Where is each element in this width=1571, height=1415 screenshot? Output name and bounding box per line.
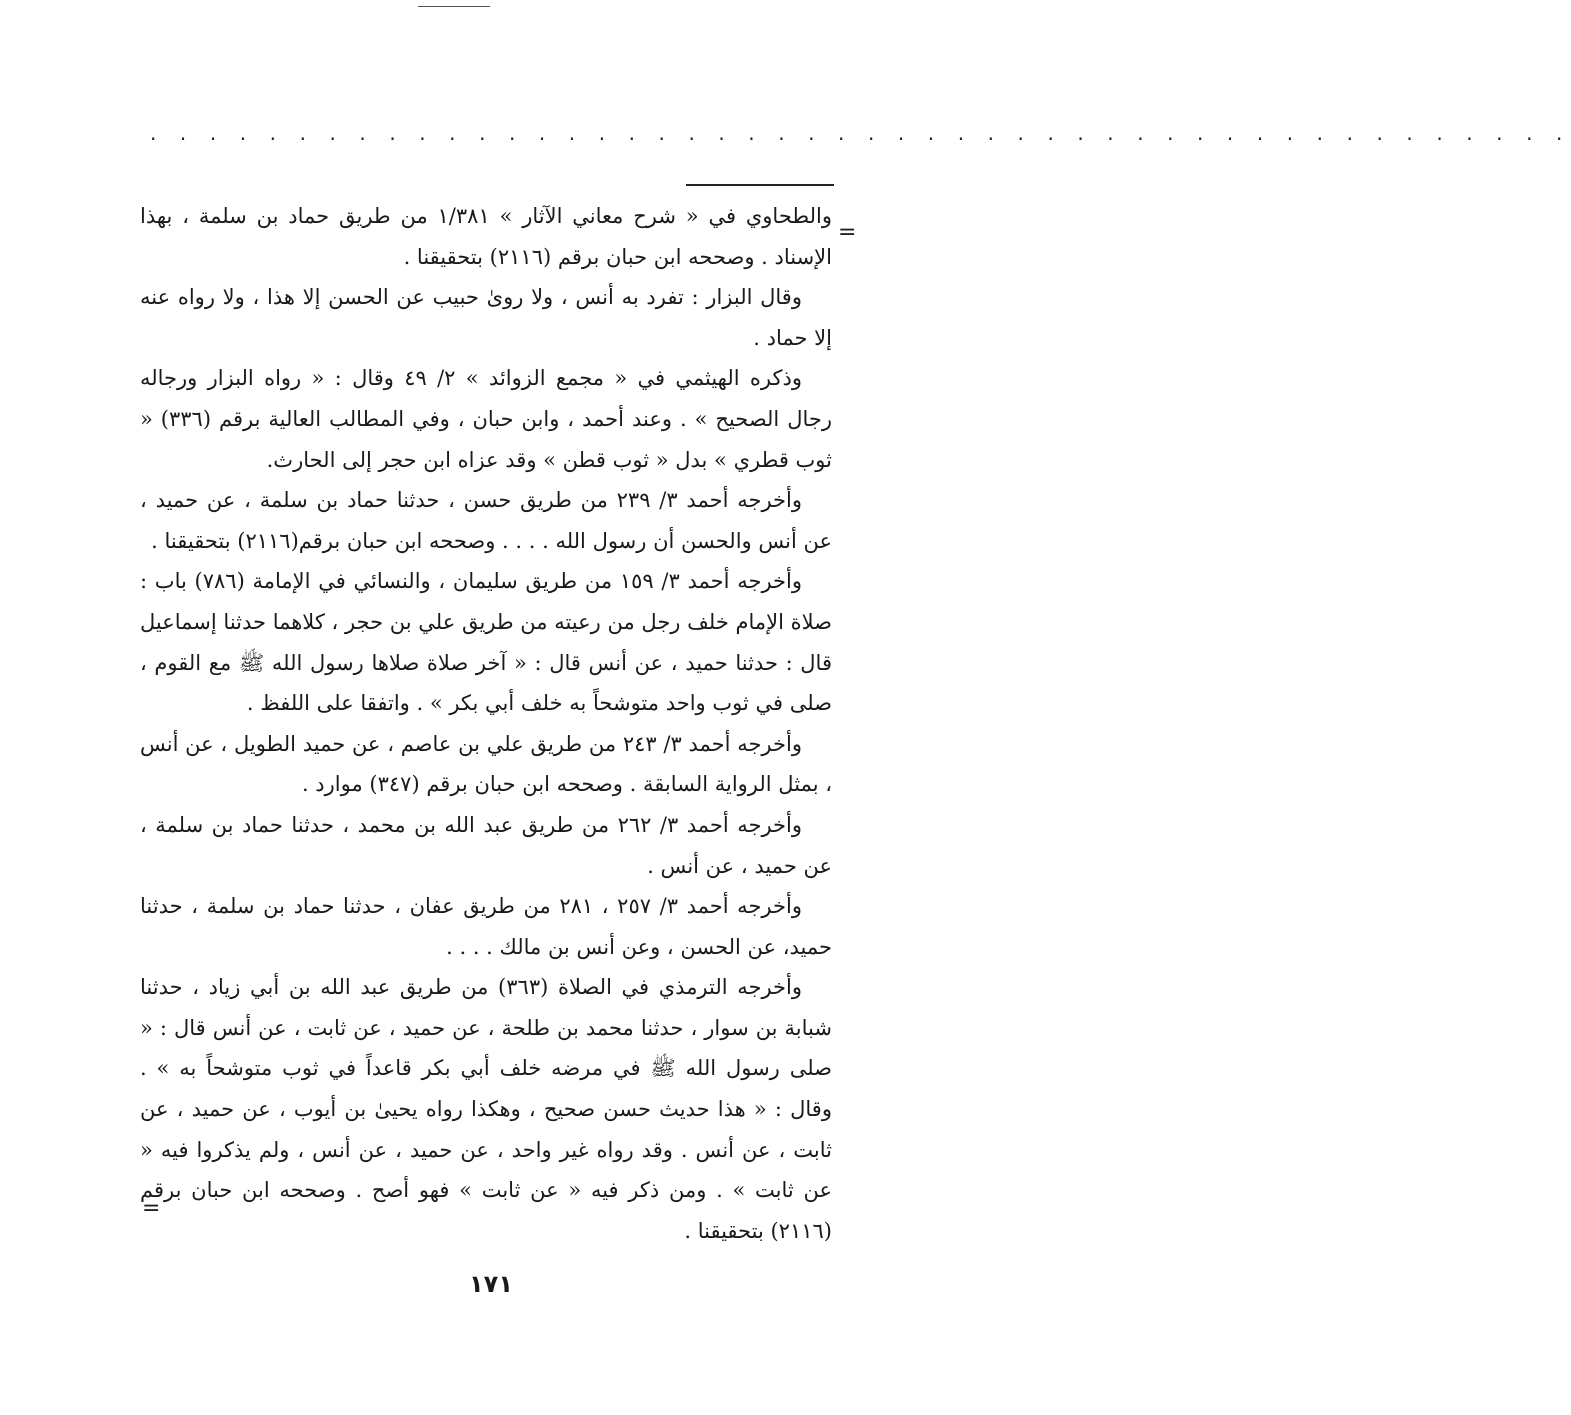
page-number: ١٧١ — [469, 1270, 513, 1298]
paragraph: وأخرجه أحمد ٣/ ٢٥٧ ، ٢٨١ من طريق عفان ، حدثنا حماد بن سلمة ، حدثنا حميد، عن الحسن ، وعن أنس بن مالك . . . . — [140, 894, 832, 959]
paragraph: وأخرجه أحمد ٣/ ٢٣٩ من طريق حسن ، حدثنا حماد بن سلمة ، عن حميد ، عن أنس والحسن أن رسول الله . . . . وصححه ابن حبان برقم(٢١١٦) بتحقيقنا . — [140, 488, 832, 553]
footnote-text — [140, 196, 832, 1251]
paragraph: وأخرجه الترمذي في الصلاة (٣٦٣) من طريق عبد الله بن أبي زياد ، حدثنا شبابة بن سوار ، حدثنا محمد بن طلحة ، عن حميد ، عن ثابت ، عن أنس قال : « صلى رسول الله ﷺ في مرضه خلف أبي بكر قاعداً في ثوب متوشحاً به » . وقال : « هذا حديث حسن صحيح ، وهكذا رواه يحيىٰ بن أيوب ، عن حميد ، عن ثابت ، عن أنس . وقد رواه غير واحد ، عن حميد ، عن أنس ، ولم يذكروا فيه « عن ثابت » . ومن ذكر فيه « عن ثابت » فهو أصح . وصححه ابن حبان برقم (٢١١٦) بتحقيقنا . — [140, 975, 832, 1243]
paragraph: وقال البزار : تفرد به أنس ، ولا روىٰ حبيب عن الحسن إلا هذا ، ولا رواه عنه إلا حماد . — [140, 285, 832, 350]
dotted-separator: . . . . . . . . . . . . . . . . . . . . . . . . . . . . . . . . . . . . . . . . . . . . . . . . — [150, 121, 1571, 145]
paragraph: وأخرجه أحمد ٣/ ٢٤٣ من طريق علي بن عاصم ، عن حميد الطويل ، عن أنس ، بمثل الرواية السابقة . وصححه ابن حبان برقم (٣٤٧) موارد . — [140, 731, 832, 797]
paragraph: وأخرجه أحمد ٣/ ٢٦٢ من طريق عبد الله بن محمد ، حدثنا حماد بن سلمة ، عن حميد ، عن أنس . — [140, 812, 832, 878]
continuation-mark-start: = — [838, 220, 857, 245]
paragraph: وذكره الهيثمي في « مجمع الزوائد » ٢/ ٤٩ وقال : « رواه البزار ورجاله رجال الصحيح » . وعند أحمد ، وابن حبان ، وفي المطالب العالية برقم (٣٣٦) « ثوب قطري » بدل « ثوب قطن » وقد عزاه ابن حجر إلى الحارث. — [140, 366, 832, 472]
paragraph: وأخرجه أحمد ٣/ ١٥٩ من طريق سليمان ، والنسائي في الإمامة (٧٨٦) باب : صلاة الإمام خلف رجل من رعيته من طريق علي بن حجر ، كلاهما حدثنا إسماعيل قال : حدثنا حميد ، عن أنس قال : « آخر صلاة صلاها رسول الله ﷺ مع القوم ، صلى في ثوب واحد متوشحاً به خلف أبي بكر » . واتفقا على اللفظ . — [140, 569, 832, 716]
continuation-mark-end: = — [142, 1196, 161, 1221]
paragraph: والطحاوي في « شرح معاني الآثار » ١/٣٨١ من طريق حماد بن سلمة ، بهذا الإسناد . وصححه ابن حبان برقم (٢١١٦) بتحقيقنا . — [140, 204, 832, 269]
footnote-rule — [686, 184, 834, 186]
top-rule — [418, 6, 490, 7]
